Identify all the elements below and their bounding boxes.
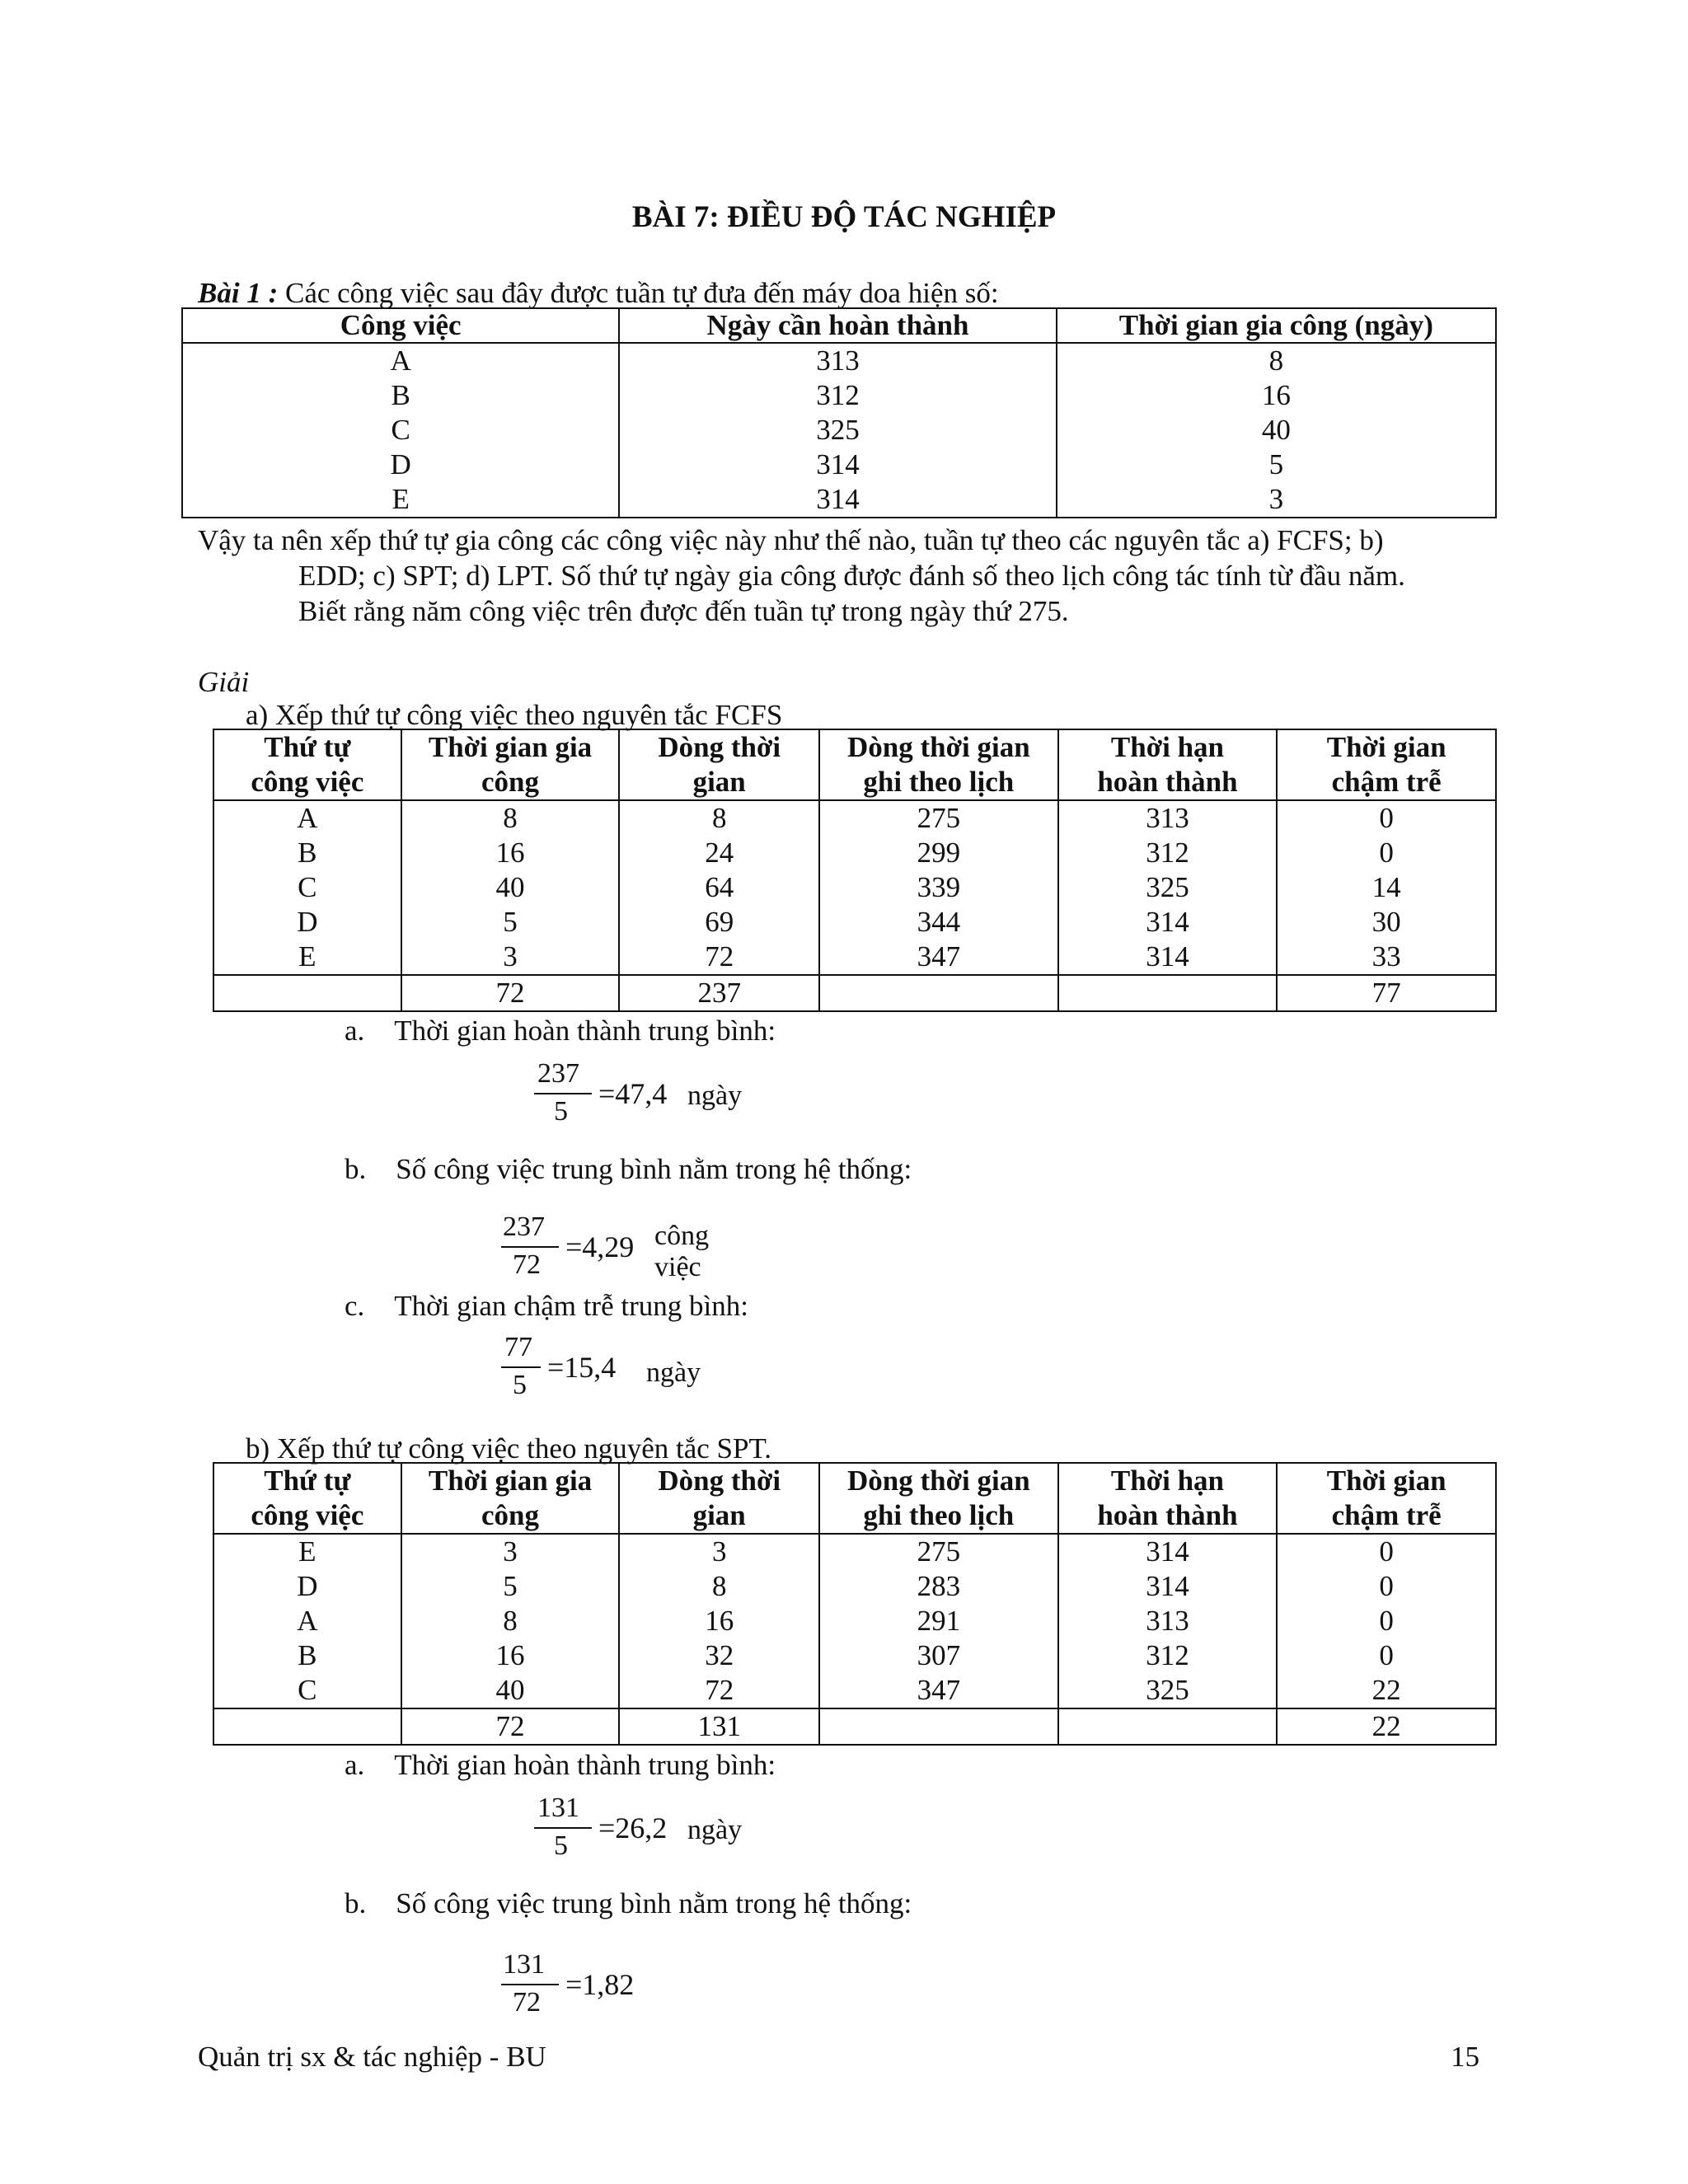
table-row xyxy=(182,343,1496,378)
denominator: 5 xyxy=(554,1830,568,1861)
table-cell: 3 xyxy=(1057,482,1496,518)
fcfs-item-c xyxy=(345,1288,748,1324)
table-cell xyxy=(213,1708,401,1745)
denominator: 5 xyxy=(513,1370,527,1400)
table-cell: 0 xyxy=(1277,1569,1496,1604)
column-header: Thời gian gia công xyxy=(401,729,620,800)
table-cell: 325 xyxy=(1058,870,1278,905)
totals-row xyxy=(213,1708,1496,1745)
item-text: Số công việc trung bình nằm trong hệ thống: xyxy=(396,1153,912,1185)
table-row xyxy=(213,800,1496,836)
totals-row xyxy=(213,975,1496,1011)
table-cell: 314 xyxy=(619,448,1056,482)
fcfs-table xyxy=(213,729,1497,1012)
table-row xyxy=(213,1569,1496,1604)
table-cell: C xyxy=(213,870,401,905)
fcfs-item-a xyxy=(345,1013,776,1048)
unit: công việc xyxy=(654,1221,710,1282)
table-cell xyxy=(1058,1708,1278,1745)
denominator: 72 xyxy=(513,1987,541,2018)
table-cell: 72 xyxy=(401,975,620,1011)
column-header: Thời hạn hoàn thành xyxy=(1058,1463,1278,1534)
table-cell: 325 xyxy=(619,413,1056,448)
table-row xyxy=(213,1673,1496,1708)
table-cell: A xyxy=(213,1604,401,1638)
table-row xyxy=(182,413,1496,448)
column-header: Dòng thời gian ghi theo lịch xyxy=(819,729,1058,800)
fraction-bar xyxy=(501,1366,541,1368)
numerator: 77 xyxy=(504,1332,532,1362)
table-cell: D xyxy=(213,905,401,940)
result: =1,82 xyxy=(565,1968,635,2001)
table-cell: D xyxy=(182,448,619,482)
unit: ngày xyxy=(687,1815,743,1845)
table-cell: 0 xyxy=(1277,800,1496,836)
column-header: Dòng thời gian xyxy=(619,1463,819,1534)
table-cell: 8 xyxy=(619,1569,819,1604)
numerator: 237 xyxy=(537,1058,579,1089)
table-cell: 312 xyxy=(619,378,1056,413)
table-cell: 8 xyxy=(401,800,620,836)
exercise-intro-text: Các công việc sau đây được tuần tự đưa đến máy doa hiện số: xyxy=(278,277,999,309)
table-cell: 344 xyxy=(819,905,1058,940)
table-cell: 72 xyxy=(619,1673,819,1708)
fraction-bar xyxy=(534,1827,592,1829)
numerator: 131 xyxy=(537,1793,579,1823)
table-cell: 314 xyxy=(1058,940,1278,975)
table-cell: 22 xyxy=(1277,1708,1496,1745)
table-cell: 0 xyxy=(1277,1534,1496,1569)
table-cell: 8 xyxy=(401,1604,620,1638)
table-row xyxy=(213,940,1496,975)
fraction-bar xyxy=(501,1246,559,1248)
item-marker: b. xyxy=(345,1887,367,1919)
table-cell: B xyxy=(213,1638,401,1673)
table-cell: B xyxy=(182,378,619,413)
table-cell: 5 xyxy=(401,1569,620,1604)
table-cell: 3 xyxy=(619,1534,819,1569)
item-marker: c. xyxy=(345,1290,365,1322)
column-header: Thời gian gia công (ngày) xyxy=(1057,308,1496,343)
footer-text: Quản trị sx & tác nghiệp - BU xyxy=(198,2041,546,2073)
table-cell: 325 xyxy=(1058,1673,1278,1708)
table-cell: 347 xyxy=(819,940,1058,975)
table-cell: E xyxy=(182,482,619,518)
table-cell: 16 xyxy=(401,836,620,870)
table-cell: 32 xyxy=(619,1638,819,1673)
table-cell: 307 xyxy=(819,1638,1058,1673)
table-cell: 339 xyxy=(819,870,1058,905)
table-cell: 30 xyxy=(1277,905,1496,940)
table-cell: 40 xyxy=(1057,413,1496,448)
column-header: Thời gian chậm trễ xyxy=(1277,1463,1496,1534)
table-cell: A xyxy=(213,800,401,836)
table-cell: 3 xyxy=(401,940,620,975)
table-cell: 64 xyxy=(619,870,819,905)
table-cell: 313 xyxy=(1058,1604,1278,1638)
exercise-intro xyxy=(198,275,999,311)
table-cell: 24 xyxy=(619,836,819,870)
column-header: Thứ tự công việc xyxy=(213,1463,401,1534)
table-cell: 14 xyxy=(1277,870,1496,905)
table-row xyxy=(213,870,1496,905)
table-cell: 347 xyxy=(819,1673,1058,1708)
table-cell: 3 xyxy=(401,1534,620,1569)
table-cell: 16 xyxy=(401,1638,620,1673)
item-text: Thời gian hoàn thành trung bình: xyxy=(394,1749,776,1781)
table-cell: 0 xyxy=(1277,1604,1496,1638)
item-text: Thời gian hoàn thành trung bình: xyxy=(394,1015,776,1047)
table-cell xyxy=(213,975,401,1011)
column-header: Thời gian chậm trễ xyxy=(1277,729,1496,800)
fcfs-heading: a) Xếp thứ tự công việc theo nguyên tắc FCFS xyxy=(246,699,783,731)
table-cell xyxy=(819,1708,1058,1745)
question-line-3: Biết rằng năm công việc trên được đến tuần tự trong ngày thứ 275. xyxy=(298,595,1069,627)
result: =47,4 xyxy=(598,1077,668,1110)
table-row xyxy=(213,1604,1496,1638)
table-cell: 312 xyxy=(1058,1638,1278,1673)
item-marker: a. xyxy=(345,1015,365,1047)
column-header: Thứ tự công việc xyxy=(213,729,401,800)
spt-item-a xyxy=(345,1747,776,1783)
table-cell: 5 xyxy=(401,905,620,940)
table-cell: 131 xyxy=(619,1708,819,1745)
table-cell: E xyxy=(213,940,401,975)
spt-heading: b) Xếp thứ tự công việc theo nguyên tắc SPT. xyxy=(246,1432,771,1465)
denominator: 72 xyxy=(513,1249,541,1280)
table-cell: 314 xyxy=(1058,905,1278,940)
table-cell: 33 xyxy=(1277,940,1496,975)
solution-label: Giải xyxy=(198,666,250,698)
table-cell: C xyxy=(213,1673,401,1708)
table-cell: 299 xyxy=(819,836,1058,870)
unit: ngày xyxy=(646,1357,701,1388)
table-row xyxy=(213,1638,1496,1673)
table-cell: 313 xyxy=(1058,800,1278,836)
spt-table xyxy=(213,1462,1497,1746)
table-cell: 312 xyxy=(1058,836,1278,870)
table-cell: 16 xyxy=(619,1604,819,1638)
table-cell: 237 xyxy=(619,975,819,1011)
table-cell xyxy=(1058,975,1278,1011)
numerator: 237 xyxy=(503,1212,545,1242)
table-cell: 275 xyxy=(819,1534,1058,1569)
table-cell: 72 xyxy=(401,1708,620,1745)
table-cell: 0 xyxy=(1277,836,1496,870)
table-cell: E xyxy=(213,1534,401,1569)
result: =4,29 xyxy=(565,1230,635,1263)
exercise-label: Bài 1 : xyxy=(198,277,279,309)
fraction-bar xyxy=(534,1093,592,1094)
fcfs-item-b xyxy=(345,1151,912,1187)
table-cell: 8 xyxy=(1057,343,1496,378)
table-row xyxy=(213,905,1496,940)
table-cell: 40 xyxy=(401,870,620,905)
jobs-table xyxy=(181,307,1497,518)
table-cell: 22 xyxy=(1277,1673,1496,1708)
column-header: Ngày cần hoàn thành xyxy=(619,308,1056,343)
column-header: Thời gian gia công xyxy=(401,1463,620,1534)
item-text: Số công việc trung bình nằm trong hệ thống: xyxy=(396,1887,912,1919)
table-cell: 283 xyxy=(819,1569,1058,1604)
page-number: 15 xyxy=(1451,2041,1479,2073)
result: =26,2 xyxy=(598,1811,668,1844)
table-row xyxy=(182,448,1496,482)
table-row xyxy=(182,378,1496,413)
question-line-1: Vậy ta nên xếp thứ tự gia công các công việc này như thế nào, tuần tự theo các nguyên tắc a) FCFS; b) xyxy=(198,524,1384,556)
table-cell: 40 xyxy=(401,1673,620,1708)
table-cell: 0 xyxy=(1277,1638,1496,1673)
table-cell: 8 xyxy=(619,800,819,836)
item-text: Thời gian chậm trễ trung bình: xyxy=(394,1290,748,1322)
table-cell: A xyxy=(182,343,619,378)
item-marker: a. xyxy=(345,1749,365,1781)
table-row xyxy=(182,482,1496,518)
table-row xyxy=(213,836,1496,870)
table-cell: 275 xyxy=(819,800,1058,836)
table-cell: D xyxy=(213,1569,401,1604)
table-cell: 5 xyxy=(1057,448,1496,482)
column-header: Dòng thời gian ghi theo lịch xyxy=(819,1463,1058,1534)
denominator: 5 xyxy=(554,1096,568,1127)
table-cell: 77 xyxy=(1277,975,1496,1011)
table-cell: 69 xyxy=(619,905,819,940)
table-cell: B xyxy=(213,836,401,870)
page-title: BÀI 7: ĐIỀU ĐỘ TÁC NGHIỆP xyxy=(631,200,1057,234)
result: =15,4 xyxy=(547,1351,617,1384)
table-cell: C xyxy=(182,413,619,448)
fraction-bar xyxy=(501,1984,559,1985)
table-cell: 314 xyxy=(619,482,1056,518)
table-cell: 314 xyxy=(1058,1534,1278,1569)
table-cell: 314 xyxy=(1058,1569,1278,1604)
table-cell: 72 xyxy=(619,940,819,975)
unit: ngày xyxy=(687,1080,743,1111)
table-cell: 16 xyxy=(1057,378,1496,413)
column-header: Công việc xyxy=(182,308,619,343)
table-cell: 291 xyxy=(819,1604,1058,1638)
question-line-2: EDD; c) SPT; d) LPT. Số thứ tự ngày gia công được đánh số theo lịch công tác tính từ đầu năm. xyxy=(298,560,1405,592)
item-marker: b. xyxy=(345,1153,367,1185)
column-header: Thời hạn hoàn thành xyxy=(1058,729,1278,800)
table-cell xyxy=(819,975,1058,1011)
column-header: Dòng thời gian xyxy=(619,729,819,800)
table-cell: 313 xyxy=(619,343,1056,378)
spt-item-b xyxy=(345,1886,912,1921)
table-row xyxy=(213,1534,1496,1569)
numerator: 131 xyxy=(503,1949,545,1980)
